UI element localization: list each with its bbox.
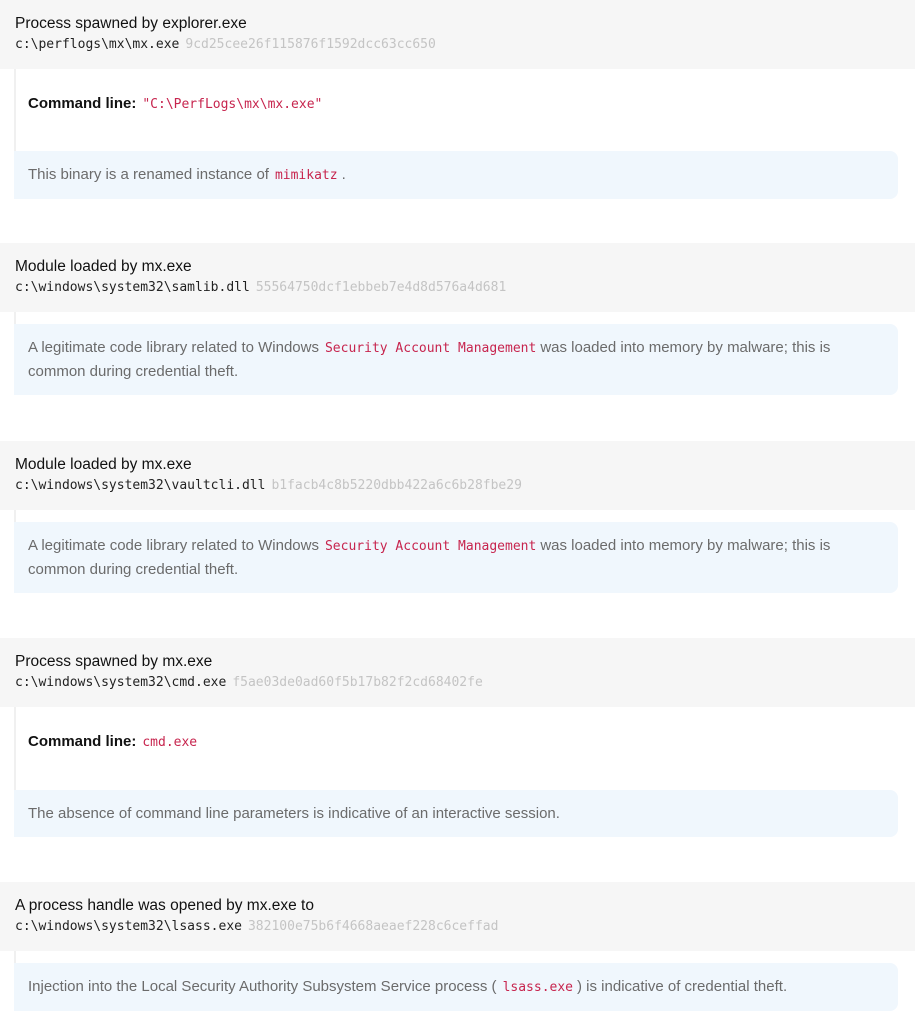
event-title: Process spawned by mx.exe [15,653,213,670]
note-text-post: was loaded into memory by malware; this is common during credential theft. [28,537,831,578]
event-note [14,522,898,593]
event-title: A process handle was opened by mx.exe to [15,897,314,914]
event-body [14,312,915,395]
file-path: c:\windows\system32\cmd.exe [15,675,227,690]
event-path-line [15,477,900,495]
event-title: Module loaded by mx.exe [15,258,192,275]
command-line-row [16,707,915,763]
file-path: c:\windows\system32\lsass.exe [15,919,242,934]
event-body [14,510,915,593]
event-module-load-samlib [0,243,915,395]
file-hash: f5ae03de0ad60f5b17b82f2cd68402fe [232,675,483,690]
event-body [14,951,915,1011]
note-code: lsass.exe [502,980,574,995]
file-hash: b1facb4c8b5220dbb422a6c6b28fbe29 [271,478,522,493]
file-path: c:\perflogs\mx\mx.exe [15,37,180,52]
note-text-post: ) is indicative of credential theft. [577,978,788,995]
command-line-row [16,69,915,125]
note-code: Security Account Management [324,341,537,356]
event-header [0,882,915,951]
event-process-spawn-mx [0,0,915,199]
event-path-line [15,674,900,692]
note-text-pre: A legitimate code library related to Windows [28,339,319,356]
event-body [14,69,915,199]
command-line-label: Command line: [28,95,137,112]
event-path-line [15,36,900,54]
command-line-label: Command line: [28,733,137,750]
event-note [14,963,898,1011]
event-path-line [15,279,900,297]
event-note [14,790,898,837]
event-note [14,324,898,395]
note-code: mimikatz [274,168,338,183]
event-body [14,707,915,837]
event-note [14,151,898,199]
event-process-handle-lsass [0,882,915,1011]
note-code: Security Account Management [324,539,537,554]
command-line-value: cmd.exe [142,735,198,750]
event-header [0,638,915,707]
event-title: Process spawned by explorer.exe [15,15,247,32]
event-module-load-vaultcli [0,441,915,593]
note-text-pre: A legitimate code library related to Windows [28,537,319,554]
event-header [0,0,915,69]
command-line-value: "C:\PerfLogs\mx\mx.exe" [142,97,323,112]
note-text-post: . [341,166,346,183]
event-header [0,441,915,510]
note-text-pre: This binary is a renamed instance of [28,166,269,183]
note-text-pre: The absence of command line parameters is indicative of an interactive session. [28,805,560,822]
note-text-pre: Injection into the Local Security Authority Subsystem Service process ( [28,978,497,995]
note-text-post: was loaded into memory by malware; this is common during credential theft. [28,339,831,380]
file-path: c:\windows\system32\vaultcli.dll [15,478,266,493]
file-hash: 9cd25cee26f115876f1592dcc63cc650 [185,37,436,52]
file-path: c:\windows\system32\samlib.dll [15,280,250,295]
event-title: Module loaded by mx.exe [15,456,192,473]
file-hash: 55564750dcf1ebbeb7e4d8d576a4d681 [255,280,507,295]
file-hash: 382100e75b6f4668aeaef228c6ceffad [247,919,499,934]
event-path-line [15,918,900,936]
event-process-spawn-cmd [0,638,915,837]
event-header [0,243,915,312]
